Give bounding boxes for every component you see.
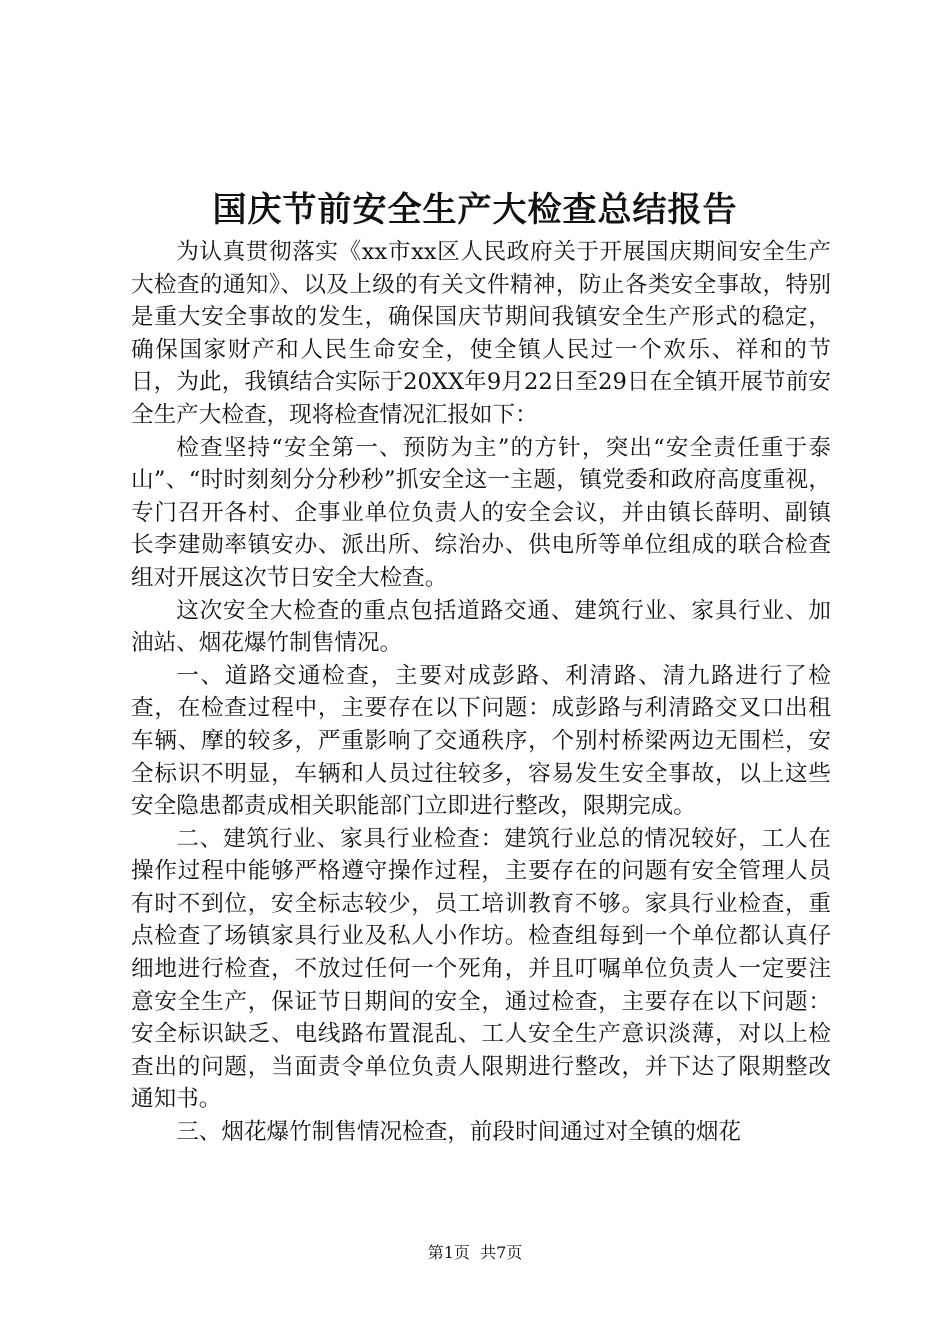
document-title: 国庆节前安全生产大检查总结报告 xyxy=(212,190,738,230)
paragraph-intro: 为认真贯彻落实《xx市xx区人民政府关于开展国庆期间安全生产大检查的通知》、以及上级的有关文件精神，防止各类安全事故，特别是重大安全事故的发生，确保国庆节期间我镇安全生产形式的稳定，确保国家财产和人民生命安全，使全镇人民过一个欢乐、祥和的节日，为此，我镇结合实际于20XX年9月22日至29日在全镇开展节前安全生产大检查，现将检查情况汇报如下： xyxy=(131,239,831,428)
paragraph-road-traffic: 一、道路交通检查，主要对成彭路、利清路、清九路进行了检查，在检查过程中，主要存在以下问题：成彭路与利清路交叉口出租车辆、摩的较多，严重影响了交通秩序，个别村桥梁两边无围栏，安全标识不明显，车辆和人员过往较多，容易发生安全事故，以上这些安全隐患都责成相关职能部门立即进行整改，限期完成。 xyxy=(131,662,831,820)
paragraph-focus: 这次安全大检查的重点包括道路交通、建筑行业、家具行业、加油站、烟花爆竹制售情况。 xyxy=(131,597,831,657)
document-body xyxy=(131,236,831,1149)
paragraph-fireworks: 三、烟花爆竹制售情况检查，前段时间通过对全镇的烟花 xyxy=(176,1119,742,1146)
page-number-footer: 第1页 共7页 xyxy=(427,1243,523,1262)
paragraph-construction-furniture: 二、建筑行业、家具行业检查：建筑行业总的情况较好，工人在操作过程中能够严格遵守操作过程，主要存在的问题有安全管理人员有时不到位，安全标志较少，员工培训教育不够。家具行业检查，重点检查了场镇家具行业及私人小作坊。检查组每到一个单位都认真仔细地进行检查，不放过任何一个死角，并且叮嘱单位负责人一定要注意安全生产，保证节日期间的安全，通过检查，主要存在以下问题：安全标识缺乏、电线路布置混乱、工人安全生产意识淡薄，对以上检查出的问题，当面责令单位负责人限期进行整改，并下达了限期整改通知书。 xyxy=(131,825,831,1113)
paragraph-principle: 检查坚持“安全第一、预防为主”的方针，突出“安全责任重于泰山”、“时时刻刻分分秒秒”抓安全这一主题，镇党委和政府高度重视，专门召开各村、企事业单位负责人的安全会议，并由镇长薛明、副镇长李建勋率镇安办、派出所、综治办、供电所等单位组成的联合检查组对开展这次节日安全大检查。 xyxy=(131,434,831,591)
